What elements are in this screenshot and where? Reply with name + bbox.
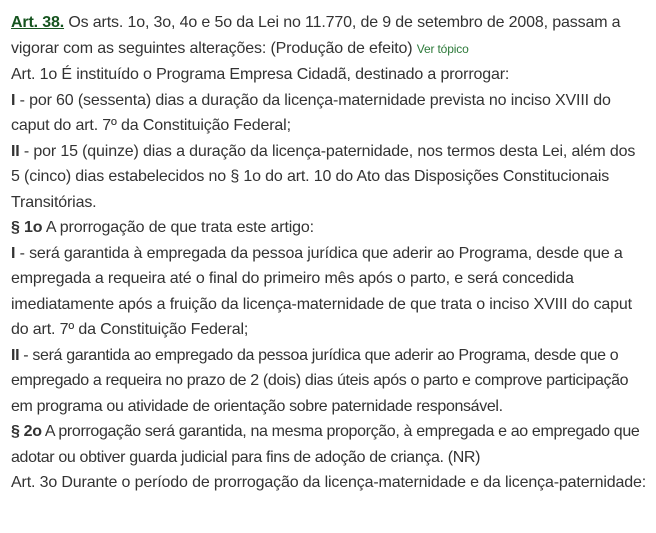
art-3-text: Art. 3o Durante o período de prorrogação da licença-maternidade e da licença-paternidade: — [11, 474, 647, 491]
article-intro-text: Os arts. 1o, 3o, 4o e 5o da Lei no 11.770, de 9 de setembro de 2008, passam a vigorar com as seguintes alterações: (Produção de efeito) — [11, 14, 621, 57]
inciso-text: - será garantida ao empregado da pessoa jurídica que aderir ao Programa, desde que o empregado a requeira no prazo de 2 (dois) dias úteis após o parto e comprove participação em programa ou atividade de orientação sobre paternidade responsável. — [11, 346, 629, 415]
paragraph-text: A prorrogação será garantida, na mesma proporção, à empregada e ao empregado que adotar ou obtiver guarda judicial para fins de adoção de criança. (NR) — [11, 423, 640, 466]
art-1-inciso-1 — [11, 88, 648, 139]
inciso-marker: II — [11, 346, 20, 364]
inciso-marker: I — [11, 244, 16, 262]
art-1-inciso-2 — [11, 139, 648, 216]
paragraph-text: A prorrogação de que trata este artigo: — [42, 219, 314, 236]
article-heading-link[interactable]: Art. 38. — [11, 14, 65, 31]
inciso-text: - por 15 (quinze) dias a duração da licença-paternidade, nos termos desta Lei, além dos 5 (cinco) dias estabelecidos no § 1o do art. 10 do Ato das Disposições Constitucionais Transitórias. — [11, 142, 636, 211]
inciso-marker: I — [11, 91, 16, 109]
art-1-caput — [11, 62, 648, 88]
inciso-marker: II — [11, 142, 20, 160]
paragraph-1-inciso-1 — [11, 241, 648, 343]
paragraph-1-inciso-2 — [11, 343, 648, 420]
inciso-text: - por 60 (sessenta) dias a duração da licença-maternidade prevista no inciso XVIII do caput do art. 7º da Constituição Federal; — [11, 91, 611, 134]
art-3-caput — [11, 470, 648, 496]
paragraph-1 — [11, 215, 648, 241]
paragraph-marker: § 2o — [11, 423, 42, 440]
art-1-text: Art. 1o É instituído o Programa Empresa Cidadã, destinado a prorrogar: — [11, 66, 510, 83]
ver-topico-link[interactable]: Ver tópico — [416, 41, 469, 56]
inciso-text: - será garantida à empregada da pessoa jurídica que aderir ao Programa, desde que a empregada a requeira até o final do primeiro mês após o parto, e será concedida imediatamente após a fruição da licença-maternidade de que trata o inciso XVIII do caput do art. 7º da Constituição Federal; — [11, 244, 632, 338]
paragraph-2 — [11, 419, 648, 470]
article-38-paragraph — [11, 10, 648, 62]
paragraph-marker: § 1o — [11, 219, 43, 236]
